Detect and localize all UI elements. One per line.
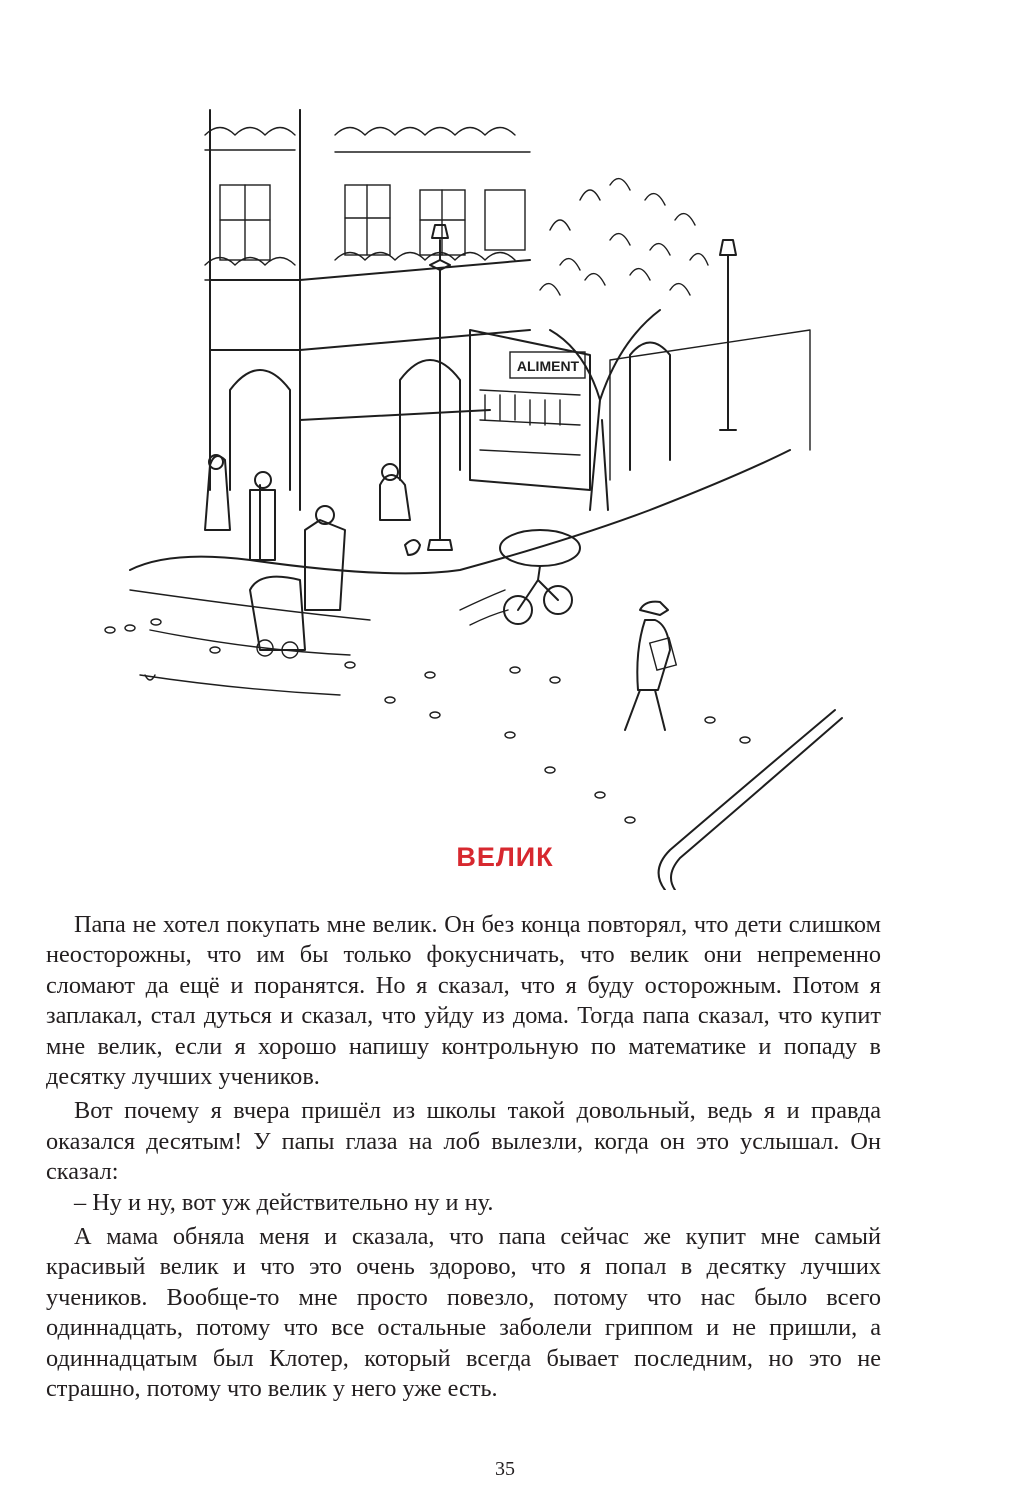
pedestrians xyxy=(205,455,420,658)
lamp-post xyxy=(428,225,452,550)
building xyxy=(205,110,810,510)
lamp-post-far xyxy=(720,240,736,430)
street-corner-drawing xyxy=(90,90,910,890)
dialogue-line: – Ну и ну, вот уж действительно ну и ну. xyxy=(74,1188,494,1216)
shop-sign: ALIMENT xyxy=(516,358,580,374)
bicycle-delivery xyxy=(460,530,580,625)
paragraph: Папа не хотел покупать мне велик. Он без конца повторял, что дети слишком неосторожны, что им бы только фокусничать, что велик они непременно сломают да ещё и поранятся. Но я сказал, что я буду осторожным. Потом я заплакал, стал дуться и сказал, что уйду из дома. Тогда папа сказал, что купит мне велик, если я хорошо напишу контрольную по математике и попаду в десятку лучших учеников. xyxy=(46,911,881,1091)
paragraph: А мама обняла меня и сказала, что папа сейчас же купит мне самый красивый велик и что это очень здорово, что я попал в десятку лучших учеников. Вообще-то мне просто повезло, потому что нас было всего одиннадцать, потому что все остальные заболели гриппом и не пришли, а одиннадцатым был Клотер, который всегда бывает последним, но это не страшно, потому что велик у него уже есть. xyxy=(46,1223,881,1403)
street-scene-illustration xyxy=(90,90,910,890)
page-number: 35 xyxy=(495,1458,515,1480)
walking-man xyxy=(625,602,676,730)
crosswalk-studs xyxy=(105,619,750,823)
tree xyxy=(540,179,708,510)
story-text xyxy=(46,910,881,1405)
paragraph: Вот почему я вчера пришёл из школы такой довольный, ведь я и правда оказался десятым! У папы глаза на лоб вылезли, когда он это услышал. Он сказал: xyxy=(46,1097,881,1186)
street-lines xyxy=(130,590,370,695)
chapter-title: ВЕЛИК xyxy=(456,842,554,872)
